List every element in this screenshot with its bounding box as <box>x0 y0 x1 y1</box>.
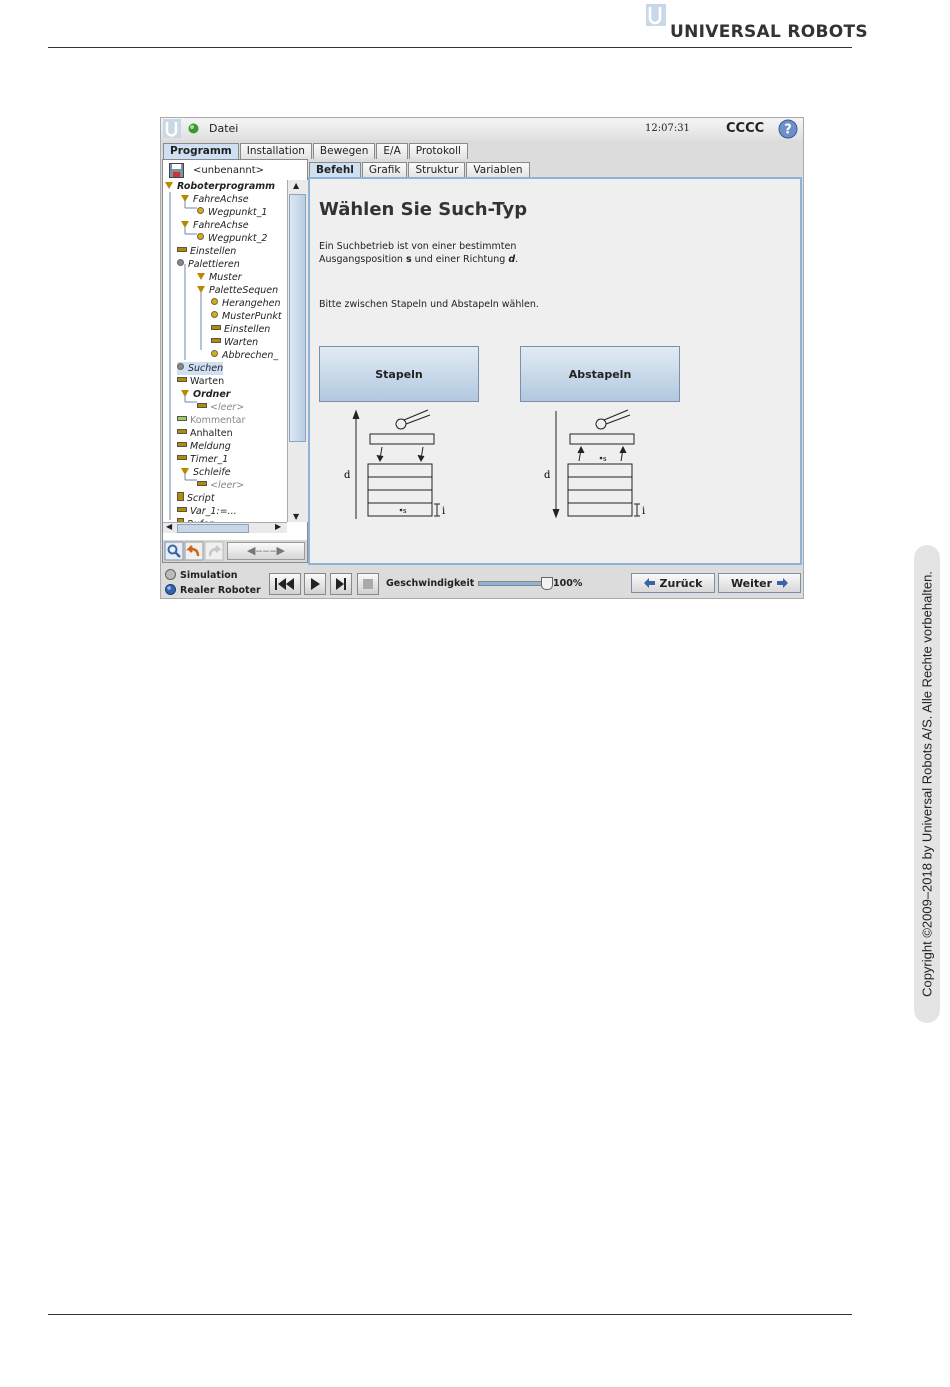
command-panel <box>308 177 802 565</box>
brand-name: UNIVERSAL ROBOTS <box>670 22 868 42</box>
tree-node[interactable]: Kommentar <box>177 414 245 427</box>
description-line-1: Ein Suchbetrieb ist von einer bestimmten <box>319 241 517 252</box>
prompt-text: Bitte zwischen Stapeln und Abstapeln wählen. <box>319 299 539 310</box>
clock: 12:07:31 <box>645 123 690 134</box>
tab-ea[interactable]: E/A <box>376 143 407 159</box>
tree-node[interactable]: Einstellen <box>211 323 270 336</box>
header-rule <box>48 47 852 48</box>
diagram-label-i: i <box>442 506 446 517</box>
scroll-right-icon[interactable]: ▶ <box>275 522 282 531</box>
speed-slider-fill <box>479 582 547 585</box>
tree-node[interactable]: <leer> <box>197 401 244 414</box>
tree-node[interactable]: Ordner <box>181 388 230 401</box>
footer-rule <box>48 1314 852 1315</box>
tree-node-selected[interactable]: Suchen <box>177 362 223 375</box>
scroll-left-icon[interactable]: ◀ <box>166 522 173 531</box>
panel-title: Wählen Sie Such-Typ <box>319 199 528 220</box>
tab-befehl[interactable]: Befehl <box>309 162 361 178</box>
diagram-label-d: d <box>544 470 551 481</box>
search-icon[interactable] <box>165 542 183 560</box>
description-line-2: Ausgangsposition s und einer Richtung d. <box>319 254 519 265</box>
step-forward-icon <box>335 578 347 590</box>
question-circle-icon[interactable] <box>778 119 798 139</box>
stop-button[interactable] <box>357 573 379 595</box>
ur-logo-icon[interactable] <box>163 119 181 138</box>
tree-horizontal-scrollbar[interactable] <box>163 522 287 533</box>
menu-file[interactable]: Datei <box>209 122 239 135</box>
next-button[interactable]: Weiter <box>718 573 801 593</box>
tab-protokoll[interactable]: Protokoll <box>409 143 468 159</box>
scrollbar-thumb[interactable] <box>289 194 306 442</box>
tab-variablen[interactable]: Variablen <box>466 162 529 178</box>
copyright-tab <box>914 545 940 1023</box>
tree-node[interactable]: FahreAchse <box>181 193 249 206</box>
program-tree <box>163 180 287 522</box>
diagram-label-i: i <box>642 506 646 517</box>
back-button[interactable]: Zurück <box>631 573 715 593</box>
radio-simulation-icon[interactable] <box>165 569 176 580</box>
arrow-left-icon <box>644 578 655 588</box>
tree-node[interactable]: Var_1:=... <box>177 505 237 518</box>
top-bar <box>161 118 803 140</box>
destack-button[interactable]: Abstapeln <box>520 346 680 402</box>
save-icon[interactable] <box>169 163 184 178</box>
mode-real-robot[interactable]: Realer Roboter <box>165 584 261 596</box>
universal-robots-logo <box>646 4 868 44</box>
tree-node[interactable]: FahreAchse <box>181 219 249 232</box>
tab-installation[interactable]: Installation <box>240 143 312 159</box>
tree-node[interactable]: MusterPunkt <box>211 310 282 323</box>
rewind-icon <box>274 578 296 590</box>
stop-icon <box>362 578 374 590</box>
tree-node[interactable]: Meldung <box>177 440 231 453</box>
stack-diagram <box>340 407 460 522</box>
tree-node[interactable]: Script <box>177 492 215 505</box>
tree-node[interactable]: Wegpunkt_2 <box>197 232 267 245</box>
status-globe-icon <box>188 123 199 134</box>
ur-logo-icon <box>646 4 666 26</box>
description <box>319 240 518 266</box>
copyright-text: Copyright ©2009–2018 by Universal Robots A/S. Alle Rechte vorbehalten. <box>919 571 935 997</box>
tree-node[interactable]: Timer_1 <box>177 453 228 466</box>
tree-node[interactable]: Warten <box>177 375 224 388</box>
tree-node[interactable]: Warten <box>211 336 258 349</box>
program-tree-panel <box>162 159 308 563</box>
polyscope-window <box>160 117 804 599</box>
tree-node[interactable]: <leer> <box>197 479 244 492</box>
diagram-label-s: s <box>403 507 407 515</box>
tree-node[interactable]: Anhalten <box>177 427 233 440</box>
play-icon <box>309 578 321 590</box>
rewind-button[interactable] <box>269 573 301 595</box>
svg-text:?: ? <box>784 122 792 138</box>
speed-value: 100% <box>553 578 583 589</box>
tab-programm[interactable]: Programm <box>163 143 239 159</box>
program-name: <unbenannt> <box>193 165 264 176</box>
destack-diagram <box>540 407 660 522</box>
sub-tabs <box>309 162 531 177</box>
step-button[interactable] <box>330 573 352 595</box>
tree-node[interactable]: Muster <box>197 271 242 284</box>
tree-node[interactable]: Palettieren <box>177 258 240 271</box>
mode-simulation[interactable]: Simulation <box>165 569 238 581</box>
scroll-up-icon[interactable]: ▲ <box>293 181 300 190</box>
robot-name: CCCC <box>726 121 765 136</box>
tree-node[interactable]: Roboterprogramm <box>165 180 275 193</box>
scrollbar-thumb[interactable] <box>177 524 249 533</box>
tree-node[interactable]: Herangehen <box>211 297 281 310</box>
play-button[interactable] <box>304 573 326 595</box>
undo-icon[interactable] <box>185 542 203 560</box>
diagram-label-d: d <box>344 470 351 481</box>
tree-node[interactable]: Wegpunkt_1 <box>197 206 267 219</box>
radio-real-robot-icon[interactable] <box>165 584 176 595</box>
tree-node[interactable]: Einstellen <box>177 245 236 258</box>
tree-toolbar <box>163 540 307 562</box>
scroll-down-icon[interactable]: ▼ <box>293 512 300 521</box>
tree-vertical-scrollbar[interactable] <box>287 180 308 522</box>
tab-bewegen[interactable]: Bewegen <box>313 143 376 159</box>
tree-node[interactable]: PaletteSequen <box>197 284 278 297</box>
tree-node[interactable]: Abbrechen_ <box>211 349 278 362</box>
speed-slider[interactable] <box>478 581 548 586</box>
diagram-label-s: s <box>603 455 607 463</box>
move-node-button[interactable]: ◀‒‒‒▶ <box>227 542 305 560</box>
speed-slider-handle[interactable] <box>541 577 553 590</box>
redo-icon[interactable] <box>205 542 223 560</box>
tab-grafik[interactable]: Grafik <box>362 162 408 178</box>
arrow-right-icon <box>777 578 788 588</box>
main-tabs <box>163 143 469 159</box>
tab-struktur[interactable]: Struktur <box>408 162 465 178</box>
tree-node[interactable]: Schleife <box>181 466 231 479</box>
speed-label: Geschwindigkeit <box>386 578 475 589</box>
stack-button[interactable]: Stapeln <box>319 346 479 402</box>
